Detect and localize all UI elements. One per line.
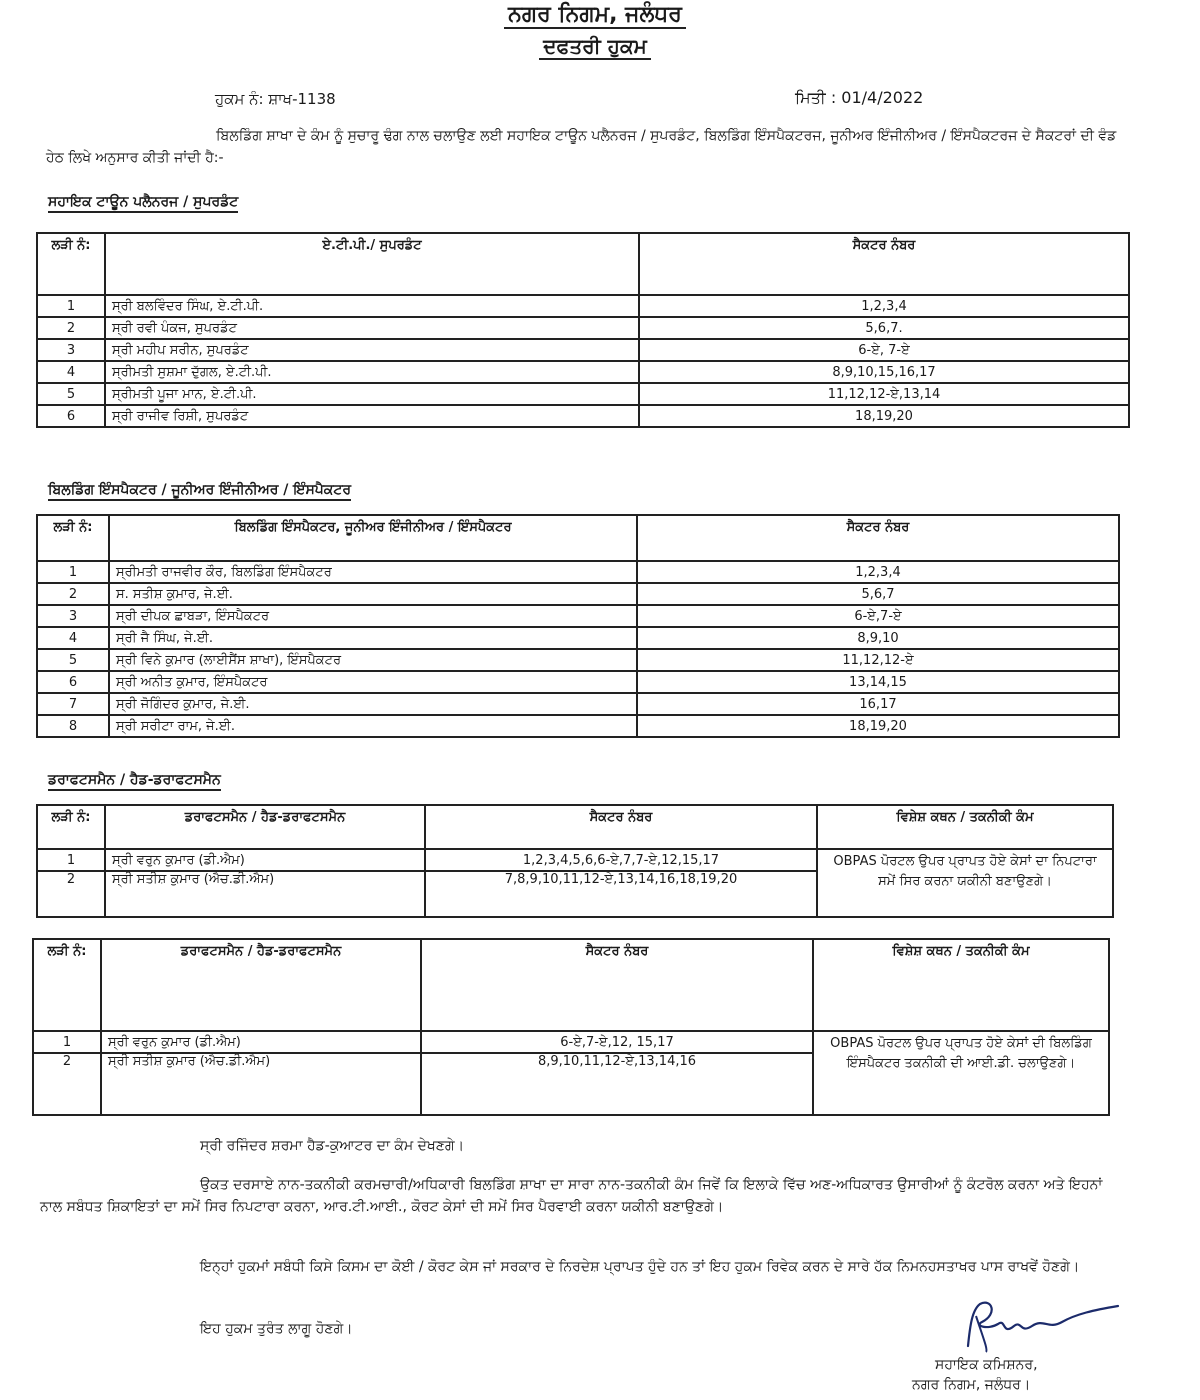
sector-cell: 6-ਏ,7-ਏ,12, 15,17: [421, 1031, 813, 1053]
serial-cell: 1: [33, 1031, 101, 1053]
serial-cell: 2: [33, 1053, 101, 1115]
section-heading-inspectors: ਬਿਲਡਿੰਗ ਇੰਸਪੈਕਟਰ / ਜੂਨੀਅਰ ਇੰਜੀਨੀਅਰ / ਇੰਸਪੈਕਟਰ: [48, 482, 351, 501]
name-cell: ਸ੍ਰੀ ਸਤੀਸ਼ ਕੁਮਾਰ (ਐਚ.ਡੀ.ਐਮ): [101, 1053, 421, 1115]
name-cell: ਸ੍ਰੀ ਸਤੀਸ਼ ਕੁਮਾਰ (ਐਚ.ਡੀ.ਐਮ): [105, 871, 425, 917]
name-cell: ਸ੍ਰੀ ਜੋਗਿੰਦਰ ਕੁਮਾਰ, ਜੇ.ਈ.: [109, 693, 637, 715]
table-row: [37, 649, 1119, 671]
column-header: ਡਰਾਫਟਸਮੈਨ / ਹੈਡ-ਡਰਾਫਟਸਮੈਨ: [101, 939, 421, 1031]
table-row: [37, 295, 1129, 317]
name-cell: ਸ੍ਰੀ ਵਿਨੇ ਕੁਮਾਰ (ਲਾਈਸੈਂਸ ਸ਼ਾਖਾ), ਇੰਸਪੈਕਟਰ: [109, 649, 637, 671]
column-header: ਲੜੀ ਨੰ:: [37, 515, 109, 561]
sector-cell: 8,9,10: [637, 627, 1119, 649]
serial-cell: 8: [37, 715, 109, 737]
order-date: ਮਿਤੀ : 01/4/2022: [795, 88, 924, 107]
name-cell: ਸ੍ਰੀਮਤੀ ਪੂਜਾ ਮਾਨ, ਏ.ਟੀ.ਪੀ.: [105, 383, 639, 405]
sector-cell: 16,17: [637, 693, 1119, 715]
column-header: ਏ.ਟੀ.ਪੀ./ ਸੁਪਰਡੰਟ: [105, 233, 639, 295]
draftsman-table-1: [36, 804, 1114, 918]
table-row: [33, 1031, 1109, 1053]
serial-cell: 1: [37, 295, 105, 317]
table-row: [37, 317, 1129, 339]
serial-cell: 6: [37, 405, 105, 427]
table-header-row: [37, 233, 1129, 295]
column-header: ਡਰਾਫਟਸਮੈਨ / ਹੈਡ-ਡਰਾਫਟਸਮੈਨ: [105, 805, 425, 849]
section-heading-atp: ਸਹਾਇਕ ਟਾਊਨ ਪਲੈਨਰਜ / ਸੁਪਰਡੰਟ: [48, 194, 238, 213]
name-cell: ਸ. ਸਤੀਸ਼ ਕੁਮਾਰ, ਜੇ.ਈ.: [109, 583, 637, 605]
serial-cell: 2: [37, 871, 105, 917]
name-cell: ਸ੍ਰੀ ਮਹੀਪ ਸਰੀਨ, ਸੁਪਰਡੰਟ: [105, 339, 639, 361]
page-title: ਨਗਰ ਨਿਗਮ, ਜਲੰਧਰ: [0, 2, 1190, 27]
table-row: [37, 627, 1119, 649]
non-technical-paragraph: ਉਕਤ ਦਰਸਾਏ ਨਾਨ-ਤਕਨੀਕੀ ਕਰਮਚਾਰੀ/ਅਧਿਕਾਰੀ ਬਿਲਡਿੰਗ ਸ਼ਾਖਾ ਦਾ ਸਾਰਾ ਨਾਨ-ਤਕਨੀਕੀ ਕੰਮ ਜਿਵੇਂ ਕਿ ਇਲਾਕੇ ਵਿੱਚ ਅਣ-ਅਧਿਕਾਰਤ ਉਸਾਰੀਆਂ ਨੂੰ ਕੰਟਰੋਲ ਕਰਨਾ ਅਤੇ ਇਹਨਾਂ ਨਾਲ ਸਬੰਧਤ ਸ਼ਿਕਾਇਤਾਂ ਦਾ ਸਮੇਂ ਸਿਰ ਨਿਪਟਾਰਾ ਕਰਨਾ, ਆਰ.ਟੀ.ਆਈ., ਕੋਰਟ ਕੇਸਾਂ ਦੀ ਸਮੇਂ ਸਿਰ ਪੈਰਵਾਈ ਕਰਨਾ ਯਕੀਨੀ ਬਣਾਉਣਗੇ।: [40, 1177, 1103, 1215]
hq-note: ਸ੍ਰੀ ਰਜਿੰਦਰ ਸ਼ਰਮਾ ਹੈਡ-ਕੁਆਟਰ ਦਾ ਕੰਮ ਦੇਖਣਗੇ।: [200, 1138, 465, 1154]
remark-cell: OBPAS ਪੋਰਟਲ ਉਪਰ ਪ੍ਰਾਪਤ ਹੋਏ ਕੇਸਾਂ ਦੀ ਬਿਲਡਿੰਗ ਇੰਸਪੈਕਟਰ ਤਕਨੀਕੀ ਦੀ ਆਈ.ਡੀ. ਚਲਾਉਣਗੇ।: [813, 1031, 1109, 1115]
column-header: ਸੈਕਟਰ ਨੰਬਰ: [637, 515, 1119, 561]
column-header: ਵਿਸ਼ੇਸ਼ ਕਥਨ / ਤਕਨੀਕੀ ਕੰਮ: [813, 939, 1109, 1031]
name-cell: ਸ੍ਰੀ ਵਰੁਨ ਕੁਮਾਰ (ਡੀ.ਐਮ): [101, 1031, 421, 1053]
sector-cell: 11,12,12-ਏ,13,14: [639, 383, 1129, 405]
table-row: [37, 405, 1129, 427]
column-header: ਵਿਸ਼ੇਸ਼ ਕਥਨ / ਤਕਨੀਕੀ ਕੰਮ: [817, 805, 1113, 849]
order-number: ਹੁਕਮ ਨੰ: ਸ਼ਾਖ-1138: [215, 90, 336, 108]
court-case-paragraph: ਇਨ੍ਹਾਂ ਹੁਕਮਾਂ ਸਬੰਧੀ ਕਿਸੇ ਕਿਸਮ ਦਾ ਕੋਈ / ਕੋਰਟ ਕੇਸ ਜਾਂ ਸਰਕਾਰ ਦੇ ਨਿਰਦੇਸ਼ ਪ੍ਰਾਪਤ ਹੁੰਦੇ ਹਨ ਤਾਂ ਇਹ ਹੁਕਮ ਰਿਵੇਕ ਕਰਨ ਦੇ ਸਾਰੇ ਹੱਕ ਨਿਮਨਹਸਤਾਖਰ ਪਾਸ ਰਾਖਵੇਂ ਹੋਣਗੇ।: [200, 1259, 1080, 1275]
table-header-row: [37, 515, 1119, 561]
column-header: ਲੜੀ ਨੰ:: [37, 805, 105, 849]
table-row: [37, 671, 1119, 693]
signatory-title: ਸਹਾਇਕ ਕਮਿਸ਼ਨਰ,: [935, 1357, 1038, 1373]
serial-cell: 5: [37, 649, 109, 671]
sector-cell: 13,14,15: [637, 671, 1119, 693]
name-cell: ਸ੍ਰੀ ਦੀਪਕ ਛਾਬੜਾ, ਇੰਸਪੈਕਟਰ: [109, 605, 637, 627]
name-cell: ਸ੍ਰੀ ਸਰੀਟਾ ਰਾਮ, ਜੇ.ਈ.: [109, 715, 637, 737]
name-cell: ਸ੍ਰੀ ਰਾਜੀਵ ਰਿਸ਼ੀ, ਸੁਪਰਡੰਟ: [105, 405, 639, 427]
table-row: [37, 605, 1119, 627]
atp-table: [36, 232, 1130, 428]
name-cell: ਸ੍ਰੀ ਅਨੀਤ ਕੁਮਾਰ, ਇੰਸਪੈਕਟਰ: [109, 671, 637, 693]
serial-cell: 7: [37, 693, 109, 715]
sector-cell: 18,19,20: [639, 405, 1129, 427]
sector-cell: 1,2,3,4: [637, 561, 1119, 583]
column-header: ਲੜੀ ਨੰ:: [33, 939, 101, 1031]
name-cell: ਸ੍ਰੀ ਰਵੀ ਪੰਕਜ, ਸੁਪਰਡੰਟ: [105, 317, 639, 339]
section-heading-draftsman: ਡਰਾਫਟਸਮੈਨ / ਹੈਡ-ਡਰਾਫਟਸਮੈਨ: [48, 772, 221, 791]
table-row: [37, 715, 1119, 737]
sector-cell: 6-ਏ, 7-ਏ: [639, 339, 1129, 361]
table-row: [37, 849, 1113, 871]
serial-cell: 2: [37, 317, 105, 339]
serial-cell: 1: [37, 849, 105, 871]
serial-cell: 3: [37, 605, 109, 627]
serial-cell: 4: [37, 361, 105, 383]
sector-cell: 11,12,12-ਏ: [637, 649, 1119, 671]
remark-cell: OBPAS ਪੋਰਟਲ ਉਪਰ ਪ੍ਰਾਪਤ ਹੋਏ ਕੇਸਾਂ ਦਾ ਨਿਪਟਾਰਾ ਸਮੇਂ ਸਿਰ ਕਰਨਾ ਯਕੀਨੀ ਬਣਾਉਣਗੇ।: [817, 849, 1113, 917]
signatory-org: ਨਗਰ ਨਿਗਮ, ਜਲੰਧਰ।: [912, 1377, 1031, 1393]
serial-cell: 4: [37, 627, 109, 649]
serial-cell: 1: [37, 561, 109, 583]
inspectors-table: [36, 514, 1120, 738]
column-header: ਸੈਕਟਰ ਨੰਬਰ: [639, 233, 1129, 295]
column-header: ਸੈਕਟਰ ਨੰਬਰ: [421, 939, 813, 1031]
signature-image: [958, 1296, 1128, 1354]
sector-cell: 5,6,7.: [639, 317, 1129, 339]
sector-cell: 8,9,10,11,12-ਏ,13,14,16: [421, 1053, 813, 1115]
column-header: ਬਿਲਡਿੰਗ ਇੰਸਪੈਕਟਰ, ਜੂਨੀਅਰ ਇੰਜੀਨੀਅਰ / ਇੰਸਪੈਕਟਰ: [109, 515, 637, 561]
sector-cell: 1,2,3,4: [639, 295, 1129, 317]
sector-cell: 8,9,10,15,16,17: [639, 361, 1129, 383]
intro-paragraph: ਬਿਲਡਿੰਗ ਸ਼ਾਖਾ ਦੇ ਕੰਮ ਨੂੰ ਸੁਚਾਰੂ ਢੰਗ ਨਾਲ ਚਲਾਉਣ ਲਈ ਸਹਾਇਕ ਟਾਊਨ ਪਲੈਨਰਜ / ਸੁਪਰਡੰਟ, ਬਿਲਡਿੰਗ ਇੰਸਪੈਕਟਰਜ, ਜੂਨੀਅਰ ਇੰਜੀਨੀਅਰ / ਇੰਸਪੈਕਟਰਜ ਦੇ ਸੈਕਟਰਾਂ ਦੀ ਵੰਡ ਹੇਠ ਲਿਖੇ ਅਨੁਸਾਰ ਕੀਤੀ ਜਾਂਦੀ ਹੈ:-: [46, 128, 1117, 166]
sector-cell: 7,8,9,10,11,12-ਏ,13,14,16,18,19,20: [425, 871, 817, 917]
serial-cell: 5: [37, 383, 105, 405]
table-row: [37, 383, 1129, 405]
sector-cell: 1,2,3,4,5,6,6-ਏ,7,7-ਏ,12,15,17: [425, 849, 817, 871]
table-row: [37, 561, 1119, 583]
table-row: [37, 693, 1119, 715]
table-row: [37, 361, 1129, 383]
serial-cell: 3: [37, 339, 105, 361]
column-header: ਸੈਕਟਰ ਨੰਬਰ: [425, 805, 817, 849]
table-header-row: [37, 805, 1113, 849]
sector-cell: 6-ਏ,7-ਏ: [637, 605, 1119, 627]
page-subtitle: ਦਫਤਰੀ ਹੁਕਮ: [0, 34, 1190, 58]
draftsman-table-2: [32, 938, 1110, 1116]
name-cell: ਸ੍ਰੀ ਬਲਵਿੰਦਰ ਸਿੰਘ, ਏ.ਟੀ.ਪੀ.: [105, 295, 639, 317]
sector-cell: 18,19,20: [637, 715, 1119, 737]
effective-note: ਇਹ ਹੁਕਮ ਤੁਰੰਤ ਲਾਗੂ ਹੋਣਗੇ।: [200, 1321, 353, 1337]
column-header: ਲੜੀ ਨੰ:: [37, 233, 105, 295]
serial-cell: 2: [37, 583, 109, 605]
table-row: [37, 583, 1119, 605]
sector-cell: 5,6,7: [637, 583, 1119, 605]
name-cell: ਸ੍ਰੀ ਜੈ ਸਿੰਘ, ਜੇ.ਈ.: [109, 627, 637, 649]
name-cell: ਸ੍ਰੀਮਤੀ ਰਾਜਵੀਰ ਕੌਰ, ਬਿਲਡਿੰਗ ਇੰਸਪੈਕਟਰ: [109, 561, 637, 583]
table-row: [37, 339, 1129, 361]
table-header-row: [33, 939, 1109, 1031]
serial-cell: 6: [37, 671, 109, 693]
name-cell: ਸ੍ਰੀਮਤੀ ਸੁਸ਼ਮਾ ਦੁੱਗਲ, ਏ.ਟੀ.ਪੀ.: [105, 361, 639, 383]
name-cell: ਸ੍ਰੀ ਵਰੁਨ ਕੁਮਾਰ (ਡੀ.ਐਮ): [105, 849, 425, 871]
